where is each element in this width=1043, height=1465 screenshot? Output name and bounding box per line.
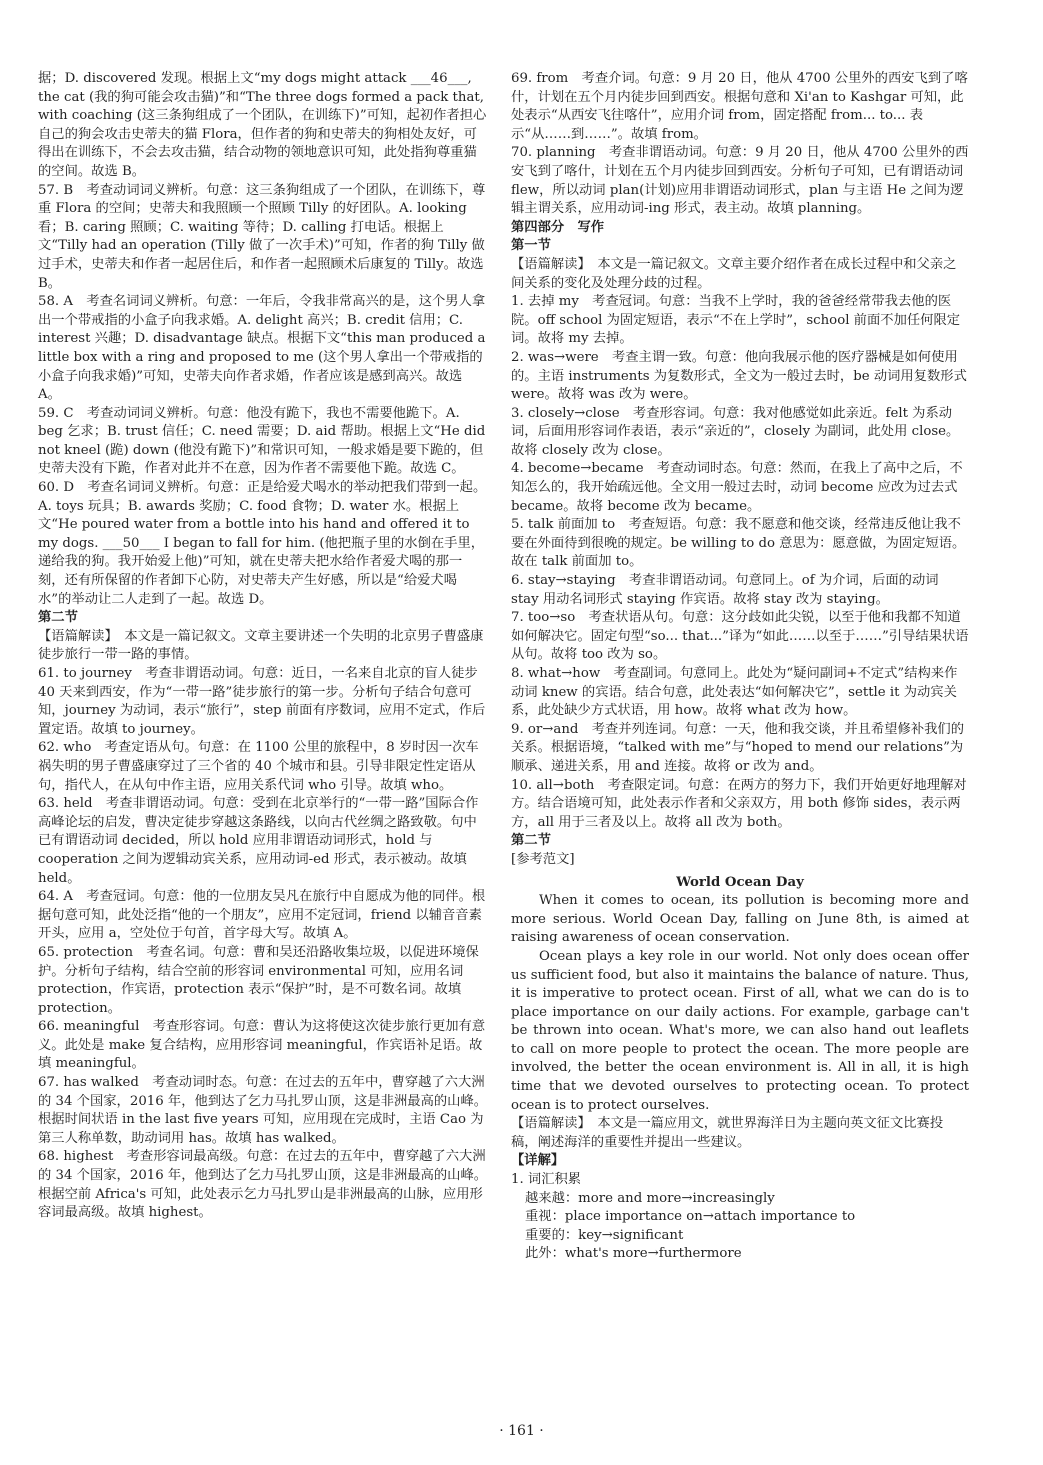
section-heading: 第一节 bbox=[511, 238, 551, 254]
answer-item: 10. all→both 考查限定词。句意：在两方的努力下，我们开始更好地理解对方。结合语境可知，此处表示作者和父亲双方，用 both 修饰 sides，表示两方，all 用于三者及以上。故将 all 改为 both。 bbox=[511, 777, 967, 830]
answer-item: 60. D 考查名词词义辨析。句意：正是给爱犬喝水的举动把我们带到一起。A. toys 玩具；B. awards 奖励；C. food 食物；D. water 水。根据上文“He poured water from a bottle into his hand and offered it to my dogs. ___50___ I began to fall for him. (他把瓶子里的水倒在手里，递给我的狗。我开始爱上他)”可知，就在史蒂夫把水给作者爱犬喝的那一刻，还有所保留的作者卸下心防，对史蒂夫产生好感，所以是“给爱犬喝水”的举动让二人走到了一起。故选 D。 bbox=[38, 480, 487, 607]
essay-body bbox=[511, 892, 969, 1115]
page-number: · 161 · bbox=[499, 1423, 544, 1439]
section-heading: 【详解】 bbox=[511, 1153, 565, 1169]
answer-item: 58. A 考查名词词义辨析。句意：一年后，令我非常高兴的是，这个男人拿出一个带戒指的小盒子向我求婚。A. delight 高兴；B. credit 信用；C. interest 兴趣；D. disadvantage 缺点。根据下文“this man produced a little box with a ring and proposed to me (这个男人拿出一个带戒指的小盒子向我求婚)”可知，史蒂夫向作者求婚，作者应该是感到高兴。故选 A。 bbox=[38, 294, 486, 403]
answer-item: 59. C 考查动词词义辨析。句意：他没有跪下，我也不需要他跪下。A. beg 乞求；B. trust 信任；C. need 需要；D. aid 帮助。根据上文“He did not kneel (跪) down (他没有跪下)”和常识可知，一般求婚是要下跪的，但史蒂夫没有下跪，作者对此并不在意，因为作者不需要他下跪。故选 C。 bbox=[38, 405, 486, 477]
answer-item: 据；D. discovered 发现。根据上文“my dogs might attack ___46___, the cat (我的狗可能会攻击猫)”和“The three dogs formed a pack that, with coaching (这三条狗组成了一个团队，在训练下)”可知，起初作者担心自己的狗会攻击史蒂夫的猫 Flora，但作者的狗和史蒂夫的狗相处友好，可得出在训练下，不会去攻击猫，结合动物的领地意识可知，此处指狗尊重猫的空间。故选 B。 bbox=[38, 71, 487, 179]
essay-paragraph: Ocean plays a key role in our world. Not only does ocean offer us sufficient food, but also it maintains the balance of nature. Thus, it is imperative to protect ocean. First of all, what we can do is to place importance on our daily actions. For example, garbage can't be thrown into ocean. What's more, we can also hand out leaflets to call on more people to protect the ocean. The more people are involved, the better the ocean environment is. All in all, it is high time that we devoted ourselves to protecting ocean. To protect ocean is to protect ourselves. bbox=[511, 948, 969, 1113]
answer-item: 9. or→and 考查并列连词。句意：一天，他和我交谈，并且希望修补我们的关系。根据语境，“talked with me”与“hoped to mend our relations”为顺承、递进关系，用 and 连接。故将 or 改为 and。 bbox=[511, 721, 965, 774]
answer-item: 3. closely→close 考查形容词。句意：我对他感觉如此亲近。felt 为系动词，后面用形容词作表语，表示“亲近的”，closely 为副词，此处用 close。故将 closely 改为 close。 bbox=[511, 405, 960, 458]
answer-item: 65. protection 考查名词。句意：曹和吴还沿路收集垃圾，以促进环境保护。分析句子结构，结合空前的形容词 environmental 可知，应用名词 protection，作宾语，protection 表示“保护”时，是不可数名词。故填 protection。 bbox=[38, 944, 479, 1016]
answer-item: 4. become→became 考查动词时态。句意：然而，在我上了高中之后，不知怎么的，我开始疏远他。全文用一般过去时，动词 become 应改为过去式 became。故将 become 改为 became。 bbox=[511, 461, 963, 514]
answer-item: 5. talk 前面加 to 考查短语。句意：我不愿意和他交谈，经常违反他让我不要在外面待到很晚的规定。be willing to do 意思为：愿意做，为固定短语。故在 talk 前面加 to。 bbox=[511, 517, 966, 570]
right-column bbox=[511, 70, 969, 1264]
answer-item: 7. too→so 考查状语从句。句意：这分歧如此尖锐，以至于他和我都不知道如何解决它。固定句型“so... that...”译为“如此……以至于……”引导结果状语从句。故将 too 改为 so。 bbox=[511, 610, 969, 663]
vocab-item: 重视：place importance on→attach importance to bbox=[525, 1209, 856, 1225]
answer-item: 68. highest 考查形容词最高级。句意：在过去的五年中，曹穿越了六大洲的 34 个国家，2016 年，他到达了乞力马扎罗山顶，这是非洲最高的山峰。根据空前 Africa's 可知，此处表示乞力马扎罗山是非洲最高的山脉，应用形容词最高级。故填 highest。 bbox=[38, 1149, 488, 1221]
answer-item: 62. who 考查定语从句。句意：在 1100 公里的旅程中，8 岁时因一次车祸失明的男子曹盛康穿过了三个省的 40 个城市和县。引导非限定性定语从句，指代人，在从句中作主语，应用关系代词 who 引导。故填 who。 bbox=[38, 740, 479, 793]
answer-item: 63. held 考查非谓语动词。句意：受到在北京举行的“一带一路”国际合作高峰论坛的启发，曹决定徒步穿越这条路线，以向古代丝绸之路致敬。句中已有谓语动词 decided，所以 hold 应用非谓语动词形式，hold 与 cooperation 之间为逻辑动宾关系，应用动词-ed 形式，表示被动。故填 held。 bbox=[38, 796, 479, 886]
vocab-item: 此外：what's more→furthermore bbox=[525, 1246, 742, 1262]
answer-item: 【语篇解读】 本文是一篇记叙文。文章主要讲述一个失明的北京男子曹盛康徒步旅行一带一路的事情。 bbox=[38, 628, 484, 663]
vocab-item: 重要的：key→significant bbox=[525, 1227, 684, 1243]
answer-item: 66. meaningful 考查形容词。句意：曹认为这将使这次徒步旅行更加有意义。此处是 make 复合结构，应用形容词 meaningful，作宾语补足语。故填 meaningful。 bbox=[38, 1019, 486, 1072]
answer-item: 57. B 考查动词词义辨析。句意：这三条狗组成了一个团队，在训练下，尊重 Flora 的空间；史蒂夫和我照顾一个照顾 Tilly 的好团队。A. looking 看；B. caring 照顾；C. waiting 等待；D. calling 打电话。根据上文“Tilly had an operation (Tilly 做了一次手术)”可知，作者的狗 Tilly 做过手术，史蒂夫和作者一起居住后，和作者一起照顾术后康复的 Tilly。故选 B。 bbox=[38, 182, 486, 291]
answer-item: 1. 去掉 my 考查冠词。句意：当我不上学时，我的爸爸经常带我去他的医院。off school 为固定短语，表示“不在上学时”，school 前面不加任何限定词。故将 my 去掉。 bbox=[511, 294, 961, 347]
answer-item: 2. was→were 考查主谓一致。句意：他向我展示他的医疗器械是如何使用的。主语 instruments 为复数形式，全文为一般过去时，be 动词用复数形式 were。故将 was 改为 were。 bbox=[511, 349, 967, 403]
answer-item: 67. has walked 考查动词时态。句意：在过去的五年中，曹穿越了六大洲的 34 个国家，2016 年，他到达了乞力马扎罗山顶，这是非洲最高的山峰。根据时间状语 in the last five years 可知，应用现在完成时，主语 Cao 为第三人称单数，助动词用 has。故填 has walked。 bbox=[38, 1075, 488, 1146]
answer-item: [参考范文] bbox=[511, 851, 575, 867]
answer-item: 1. 词汇积累 bbox=[511, 1172, 582, 1188]
answer-item: 69. from 考查介词。句意：9 月 20 日，他从 4700 公里外的西安飞到了喀什，计划在五个月内徒步回到西安。根据句意和 Xi'an to Kashgar 可知，此处表示“从西安飞往喀什”，应用介词 from，固定搭配 from... to... 表示“从……到……”。故填 from。 bbox=[511, 71, 968, 142]
vocab-item: 越来越：more and more→increasingly bbox=[525, 1190, 775, 1206]
section-heading: 第二节 bbox=[511, 833, 551, 849]
answer-item: 【语篇解读】 本文是一篇应用文，就世界海洋日为主题向英文征文比赛投稿，阐述海洋的重要性并提出一些建议。 bbox=[511, 1116, 944, 1150]
answer-item: 6. stay→staying 考查非谓语动词。句意同上。of 为介词，后面的动词 stay 用动名词形式 staying 作宾语。故将 stay 改为 staying。 bbox=[511, 573, 939, 607]
essay-title: World Ocean Day bbox=[676, 874, 804, 890]
answer-item: 【语篇解读】 本文是一篇记叙文。文章主要介绍作者在成长过程中和父亲之间关系的变化及处理分歧的过程。 bbox=[511, 256, 957, 291]
essay-paragraph: When it comes to ocean, its pollution is becoming more and more serious. World Ocean Day, falling on June 8th, is aimed at raising awareness of ocean conservation. bbox=[511, 893, 969, 946]
answer-item: 61. to journey 考查非谓语动词。句意：近日，一名来自北京的盲人徒步 40 天来到西安，作为“一带一路”徒步旅行的第一步。分析句子结合句意可知，journey 为动词，表示“旅行”，step 前面有序数词，应用不定式，作后置定语。故填 to journey。 bbox=[38, 666, 486, 737]
answer-item: 70. planning 考查非谓语动词。句意：9 月 20 日，他从 4700 公里外的西安飞到了喀什，计划在五个月内徒步回到西安。分析句子可知，已有谓语动词 flew，所以动词 plan(计划)应用非谓语动词形式，plan 与主语 He 之间为逻辑主谓关系，应用动词-ing 形式，表主动。故填 planning。 bbox=[511, 145, 969, 217]
section-heading: 第四部分 写作 bbox=[511, 219, 605, 235]
answer-item: 8. what→how 考查副词。句意同上。此处为“疑问副词+不定式”结构来作动词 knew 的宾语。结合句意，此处表达“如何解决它”，settle it 为动宾关系，此处缺少方式状语，用 how。故将 what 改为 how。 bbox=[511, 666, 958, 719]
section-heading: 第二节 bbox=[38, 610, 78, 626]
left-column bbox=[38, 70, 488, 1223]
answer-item: 64. A 考查冠词。句意：他的一位朋友吴凡在旅行中自愿成为他的同伴。根据句意可知，此处泛指“他的一个朋友”，应用不定冠词，friend 以辅音音素开头，应用 a，空处位于句首，首字母大写。故填 A。 bbox=[38, 889, 486, 942]
